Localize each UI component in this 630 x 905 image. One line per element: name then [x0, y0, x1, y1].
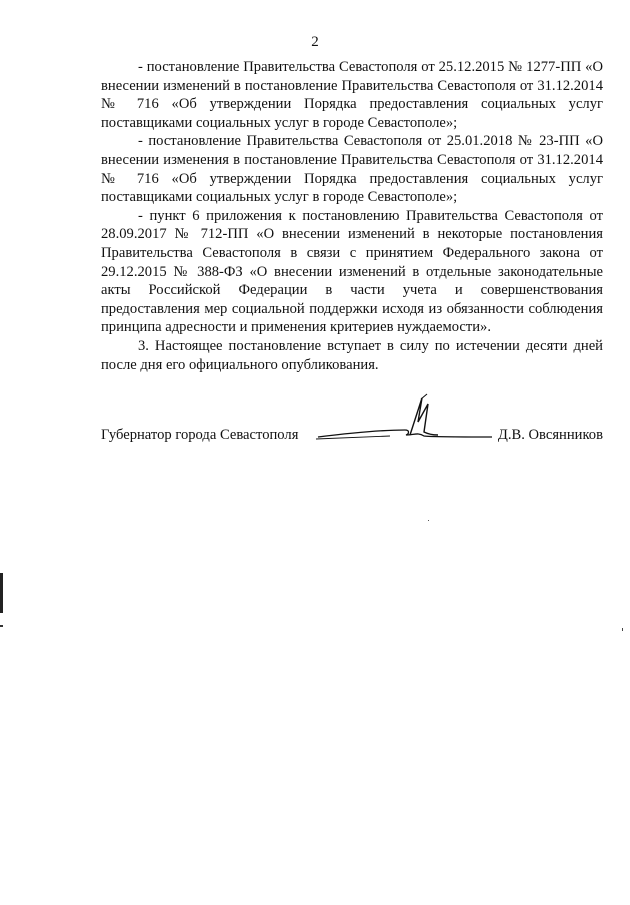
scan-edge-mark [0, 573, 3, 613]
paragraph-resolution-23: - постановление Правительства Севастополя от 25.01.2018 № 23-ПП «О внесении изменения в постановление Правительства Севастополя от 31.12.2014 № 716 «Об утверждении Порядка предоставления социальных услуг поставщиками социальных услуг в городе Севастополе»; [101, 133, 603, 206]
paragraph-resolution-712: - пункт 6 приложения к постановлению Правительства Севастополя от 28.09.2017 № 712-ПП «О внесении изменений в некоторые постановления Правительства Севастополя в связи с принятием Федерального закона от 29.12.2015 № 388-ФЗ «О внесении изменений в отдельные законодательные акты Российской Федерации в части учета и совершенствования предоставления мер социальной поддержки исходя из обязанности соблюдения принципа адресности и применения критериев нуждаемости». [101, 207, 603, 336]
page-number: 2 [311, 34, 319, 50]
paragraph-resolution-1277: - постановление Правительства Севастополя от 25.12.2015 № 1277-ПП «О внесении изменений в постановление Правительства Севастополя от 31.12.2014 № 716 «Об утверждении Порядка предоставления социальных услуг поставщиками социальных услуг в городе Севастополе»; [101, 59, 603, 131]
paragraph-effective-date: 3. Настоящее постановление вступает в силу по истечении десяти дней после дня его официального опубликования. [101, 337, 603, 373]
scan-speck-right [622, 628, 623, 631]
signature-block [101, 426, 603, 446]
scan-edge-dot [0, 625, 3, 627]
signatory-title: Губернатор города Севастополя [101, 427, 299, 443]
scan-speck [428, 520, 429, 521]
document-body [101, 58, 603, 374]
signatory-name: Д.В. Овсянников [497, 427, 603, 443]
